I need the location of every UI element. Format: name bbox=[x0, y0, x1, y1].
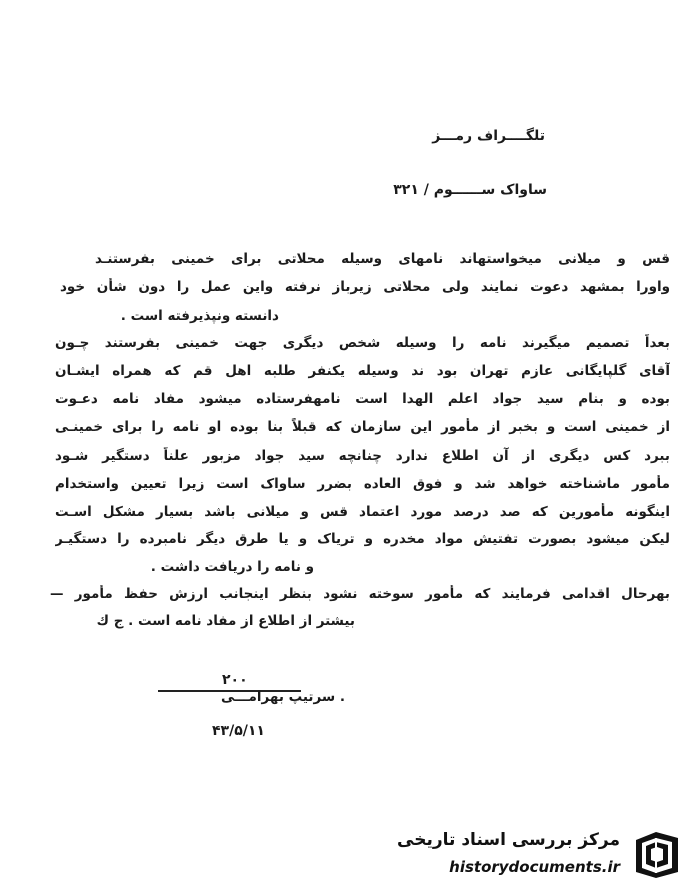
paragraph-2-line-4: از خمینی است و بخبر از مأمور این سازمان که قبلاً بنا بوده او نامه را برای خمینـی bbox=[55, 419, 670, 435]
paragraph-2-line-2: آقای گلپایگانی عازم تهران بود ند وسیله یکنفر طلبه اهل قم که همراه ایشـان bbox=[55, 363, 670, 379]
telegram-title: تلگــــراف رمـــز bbox=[432, 128, 545, 144]
paragraph-2-line-3: بوده و بنام سید جواد اعلم الهدا است نامهفرستاده میشود مفاد نامه دعـوت bbox=[55, 391, 670, 407]
archive-website-link[interactable]: historydocuments.ir bbox=[449, 858, 620, 876]
signature-date: ۴۳/۵/۱۱ bbox=[212, 723, 265, 739]
archive-center-name: مرکز بررسی اسناد تاریخی bbox=[397, 830, 620, 850]
paragraph-2-line-8: لیکن میشود بصورت تفتیش مواد مخدره و تریاک و یا طرق دیگر نامبرده را دستگیـر bbox=[55, 531, 670, 547]
paragraph-2-line-6: مأمور ماشناخته خواهد شد و فوق العاده بضرر ساواک است زیرا تعیین واستخدام bbox=[55, 476, 670, 492]
signature-number: ۲۰۰ bbox=[222, 672, 248, 688]
signature-name: . سرتیپ بهرامـــی bbox=[221, 689, 345, 705]
paragraph-2-line-7: اینگونه مأمورین که صد درصد مورد اعتماد قس و میلانی باشد بسیار مشکل اسـت bbox=[55, 504, 670, 520]
paragraph-2-line-9: و نامه را دریافت داشت . bbox=[150, 559, 314, 575]
savak-reference: ساواک ســــــوم / ۳۲۱ bbox=[393, 182, 547, 198]
paragraph-3-line-2: بیشتر از اطلاع از مفاد نامه است . ج ك bbox=[96, 613, 355, 629]
paragraph-1-line-3: دانسته ونپذیرفته است . bbox=[120, 308, 279, 324]
paragraph-2-line-1: بعداً تصمیم میگیرند نامه را وسیله شخص دیگری جهت خمینی بفرستند چـون bbox=[55, 335, 670, 351]
paragraph-1-line-1: قس و میلانی میخواستهاند نامهای وسیله محلاتی برای خمینی بفرستنـد bbox=[95, 251, 670, 267]
paragraph-3-line-1: بهرحال اقدامی فرمایند که مأمور سوخته نشود بنظر اینجانب ارزش حفظ مأمور — bbox=[50, 586, 670, 602]
paragraph-2-line-5: ببرد کس دیگری از آن اطلاع ندارد چنانچه سید جواد مزبور علناً دستگیر شـود bbox=[55, 448, 670, 464]
paragraph-1-line-2: واورا بمشهد دعوت نمایند ولی محلاتی زیرباز نرفته واین عمل را دون شأن خود bbox=[60, 279, 670, 295]
document-stack-logo-icon bbox=[626, 826, 686, 882]
